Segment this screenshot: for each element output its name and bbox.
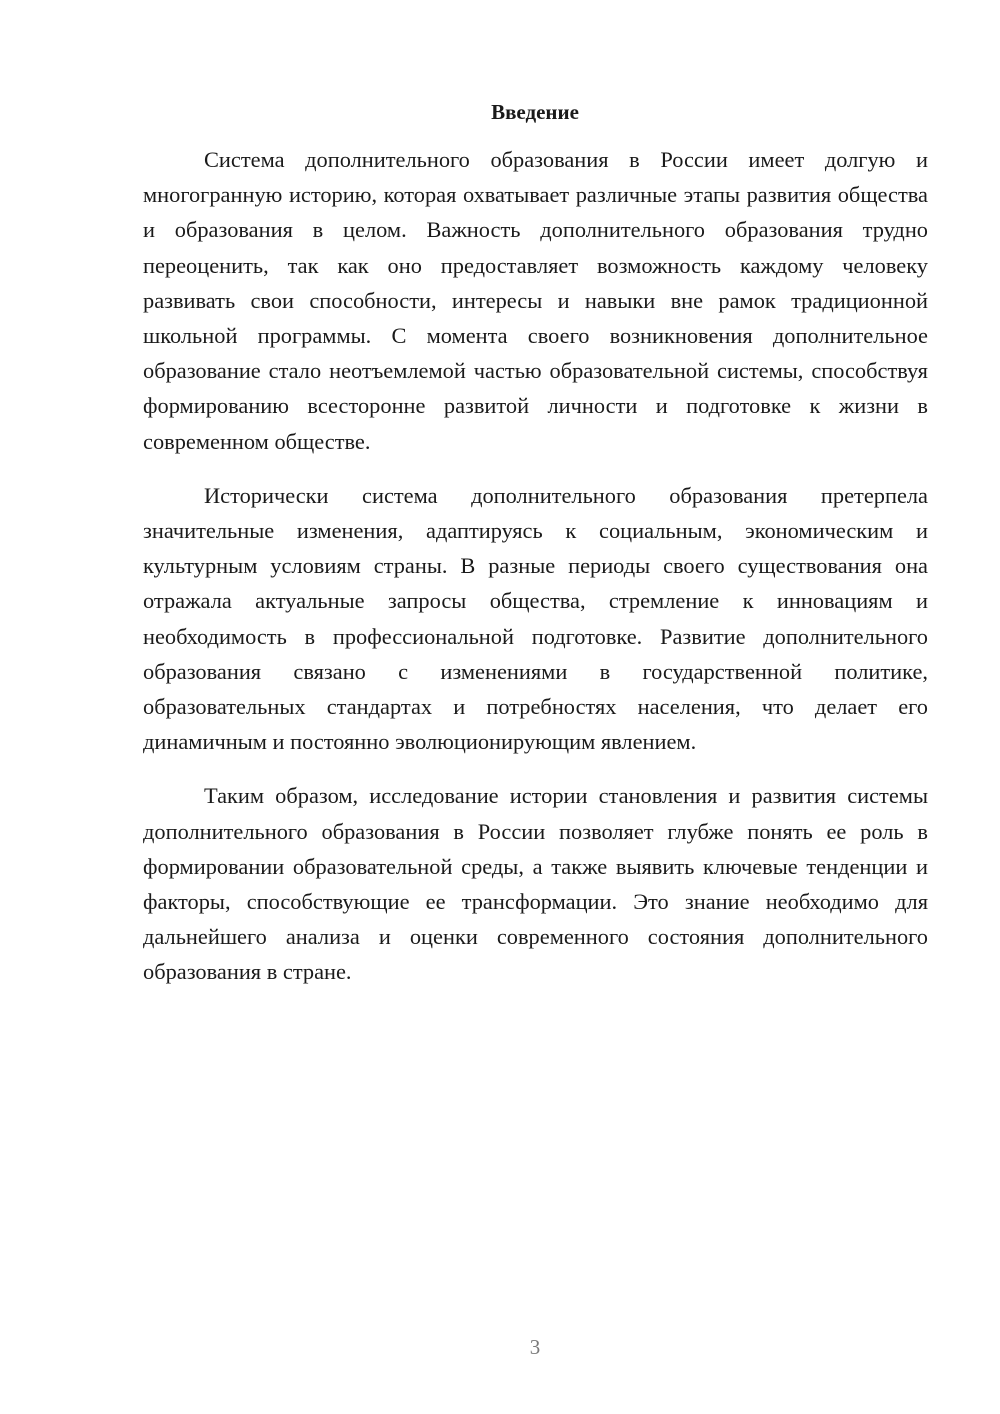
paragraph-3: Таким образом, исследование истории становления и развития системы дополнительного образования в России позволяет глубже понять ее роль в формировании образовательной среды, а также выявить ключевые тенденции и факторы, способствующие ее трансформации. Это знание необходимо для дальнейшего анализа и оценки современного состояния дополнительного образования в стране.	[143, 783, 928, 985]
paragraph-1: Система дополнительного образования в России имеет долгую и многогранную историю, которая охватывает различные этапы развития общества и образования в целом. Важность дополнительного образования трудно переоценить, так как оно предоставляет возможность каждому человеку развивать свои способности, интересы и навыки вне рамок традиционной школьной программы. С момента своего возникновения дополнительное образование стало неотъемлемой частью образовательной системы, способствуя формированию всесторонне развитой личности и подготовке к жизни в современном обществе.	[143, 147, 928, 454]
paragraph-2: Исторически система дополнительного образования претерпела значительные изменения, адаптируясь к социальным, экономическим и культурным условиям страны. В разные периоды своего существования она отражала актуальные запросы общества, стремление к инновациям и необходимость в профессиональной подготовке. Развитие дополнительного образования связано с изменениями в государственной политике, образовательных стандартах и потребностях населения, что делает его динамичным и постоянно эволюционирующим явлением.	[143, 482, 928, 755]
section-heading: Введение	[491, 100, 579, 124]
page-number: 3	[529, 1335, 541, 1359]
body-text	[143, 142, 928, 1009]
